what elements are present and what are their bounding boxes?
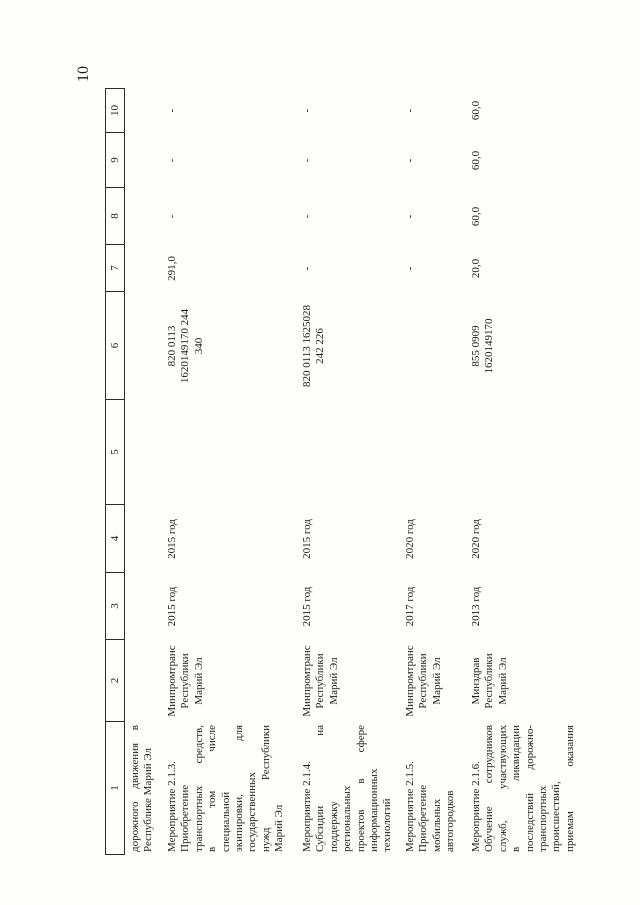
description-line: Приобретение — [179, 784, 192, 852]
executor-line: Минздрав — [470, 657, 482, 705]
description-line: последствий дорожно- — [523, 725, 536, 852]
description-line: проектов в сфере — [354, 725, 367, 852]
description-line: Обучение сотрудников — [483, 725, 496, 852]
measure-2-1-5-value-col10: - — [404, 108, 416, 113]
description-line: Республике Марий Эл — [142, 748, 155, 852]
rotated-sheet — [75, 60, 580, 860]
measure-2-1-5-executor — [400, 640, 466, 722]
column-header-5: 5 — [105, 400, 125, 505]
executor-line: Марий Эл — [496, 657, 509, 705]
measure-2-1-4-value-col10: - — [301, 108, 313, 113]
description-line: приемам оказания — [563, 725, 576, 852]
measures-table — [105, 88, 580, 855]
executor-line: Марий Эл — [327, 657, 340, 705]
executor-line: Минпромтранс — [166, 645, 178, 717]
measure-2-1-4-value-col9: - — [301, 158, 313, 163]
description-line: Мероприятие 2.1.4. — [301, 761, 313, 852]
description-line: Мероприятие 2.1.6. — [470, 761, 482, 852]
column-header-10: 10 — [105, 88, 125, 133]
measure-2-1-5-description — [400, 722, 466, 855]
page-number: 10 — [75, 66, 92, 82]
measure-2-1-6-executor — [466, 640, 580, 722]
description-line: технологий — [381, 798, 394, 852]
budget-code-line: 1620149170 244 — [179, 308, 192, 384]
budget-code-line: 1620149170 — [483, 318, 496, 374]
executor-line: Республики — [417, 653, 430, 709]
measure-2-1-4-start-year: 2015 год — [301, 586, 313, 627]
column-header-6: 6 — [105, 292, 125, 400]
measure-2-1-5-value-col9: - — [404, 158, 416, 163]
description-line: экипировки, для — [233, 725, 246, 852]
measure-2-1-6-value-col7: 20,0 — [470, 258, 482, 279]
measure-2-1-4-description — [297, 722, 400, 855]
budget-code-line: 340 — [192, 337, 205, 355]
measure-2-1-4-value-col7: - — [301, 266, 313, 271]
description-line: Мероприятие 2.1.3. — [166, 761, 178, 852]
column-header-4: 4 — [105, 505, 125, 573]
measure-2-1-6-end-year: 2020 год — [470, 519, 482, 559]
description-line: дорожного движения в — [129, 725, 141, 852]
budget-code-line: 820 0113 1625028 — [301, 304, 313, 388]
column-header-1: 1 — [105, 722, 125, 855]
description-line: автогородков — [444, 790, 457, 852]
description-line: мобильных — [430, 798, 443, 852]
executor-line: Марий Эл — [430, 657, 443, 705]
measure-2-1-6-start-year: 2013 год — [470, 586, 482, 627]
measure-2-1-4-executor — [297, 640, 400, 722]
column-header-8: 8 — [105, 188, 125, 245]
measure-2-1-6-value-col9: 60,0 — [470, 150, 482, 171]
measure-2-1-6-budget-code — [466, 292, 580, 400]
measure-2-1-4-budget-code — [297, 292, 400, 400]
description-line: информационных — [368, 768, 381, 852]
column-header-9: 9 — [105, 133, 125, 188]
executor-line: Марий Эл — [192, 657, 205, 705]
column-header-7: 7 — [105, 245, 125, 292]
measure-2-1-5-end-year: 2020 год — [404, 519, 416, 559]
description-line: Субсидии на — [314, 725, 327, 852]
executor-line: Республики — [179, 653, 192, 709]
measure-2-1-6-value-col8: 60,0 — [470, 206, 482, 227]
description-line: региональных — [341, 785, 354, 852]
measure-2-1-3-end-year: 2015 год — [166, 519, 178, 559]
description-line: государственных — [246, 772, 259, 852]
measure-2-1-3-value-col9: - — [166, 158, 178, 163]
description-line: транспортных средств, — [192, 725, 205, 852]
continuation-description — [125, 722, 162, 855]
measure-2-1-6-value-col10: 60,0 — [470, 100, 482, 121]
description-line: Марий Эл — [273, 804, 286, 852]
measure-2-1-3-value-col8: - — [166, 214, 178, 219]
description-line: специальной — [219, 791, 232, 852]
measure-2-1-5-value-col7: - — [404, 266, 416, 271]
description-line: Приобретение — [417, 784, 430, 852]
executor-line: Минпромтранс — [301, 645, 313, 717]
measure-2-1-4-value-col8: - — [301, 214, 313, 219]
measure-2-1-3-value-col7: 291,0 — [166, 256, 178, 281]
measure-2-1-3-start-year: 2015 год — [166, 586, 178, 627]
description-line: нужд Республики — [259, 725, 272, 852]
description-line: транспортных — [537, 785, 550, 852]
description-line: в ликвидации — [510, 725, 523, 852]
measure-2-1-5-start-year: 2017 год — [404, 586, 416, 627]
measure-2-1-3-value-col10: - — [166, 108, 178, 113]
executor-line: Республики — [483, 653, 496, 709]
measure-2-1-3-description — [162, 722, 297, 855]
description-line: служб, участвующих — [496, 725, 509, 852]
executor-line: Республики — [314, 653, 327, 709]
column-header-2: 2 — [105, 640, 125, 722]
description-line: в том числе — [206, 725, 219, 852]
budget-code-line: 242 226 — [314, 328, 327, 364]
measure-2-1-6-description — [466, 722, 580, 855]
measure-2-1-3-executor — [162, 640, 297, 722]
budget-code-line: 820 0113 — [166, 325, 178, 367]
description-line: Мероприятие 2.1.5. — [404, 761, 416, 852]
column-header-3: 3 — [105, 573, 125, 640]
measure-2-1-5-value-col8: - — [404, 214, 416, 219]
description-line: происшествий, — [550, 781, 563, 852]
description-line: поддержку — [327, 801, 340, 852]
budget-code-line: 855 0909 — [470, 325, 482, 367]
executor-line: Минпромтранс — [404, 645, 416, 717]
measure-2-1-3-budget-code — [162, 292, 297, 400]
measure-2-1-4-end-year: 2015 год — [301, 519, 313, 559]
